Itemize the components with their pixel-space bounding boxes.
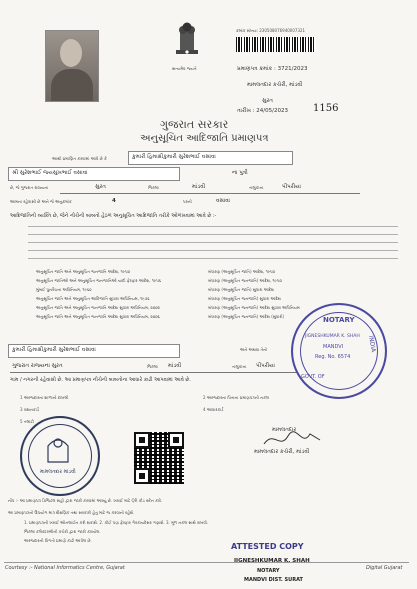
second-taluka-label: તાલુકાના xyxy=(232,364,247,369)
serial-value: 4 xyxy=(112,198,116,204)
seal-reg: Reg. No. 6574 xyxy=(315,354,351,360)
footer-courtesy: Courtesy :- National Informatics Centre, Gujarat xyxy=(5,565,125,571)
second-name-box xyxy=(8,344,180,358)
address-district: સુરત xyxy=(95,184,106,190)
caste-value: વસાવા xyxy=(216,198,231,204)
order-left-3: મુંબઈ પુનર્રચના અધિનિયમ, ૧૯૬૦ xyxy=(36,287,92,292)
office-name: મામલતદાર કચેરી, માંડવી xyxy=(247,82,303,88)
attested-place: MANDVI DIST. SURAT xyxy=(244,577,303,583)
order-left-1: અનુસૂચિત જાતિ અને અનુસૂચિત જનજાતિ આદેશ, ૧૯૫૦ xyxy=(36,269,131,274)
second-district-label: જિલ્લા xyxy=(147,364,158,369)
notary-seal xyxy=(291,303,387,399)
order-left-6: અનુસૂચિત જાતિ અને અનુસૂચિત જનજાતિ આદેશ સુધારા અધિનિયમ, ૨૦૦૬ xyxy=(36,314,160,319)
basis-5: 5 તલાટી xyxy=(20,419,34,424)
seal-place: MANDVI xyxy=(323,344,344,350)
barcode xyxy=(236,37,316,52)
order-right-2: બંધારણ (અનુસૂચિત જનજાતિ) આદેશ, ૧૯૫૦ xyxy=(208,278,282,283)
order-right-1: બંધારણ (અનુસૂચિત જાતિ) આદેશ, ૧૯૫૦ xyxy=(208,269,276,274)
applicant-photo xyxy=(45,30,99,102)
verification-qr-code[interactable] xyxy=(134,432,184,484)
order-left-5: અનુસૂચિત જાતિ અને અનુસૂચિત જનજાતિ આદેશ સુધારા અધિનિયમ, ૨૦૦૨ xyxy=(36,305,160,310)
issue-date: તારીખ : 24/05/2023 xyxy=(237,108,288,114)
name-box xyxy=(128,151,293,165)
seal-notary: NOTARY xyxy=(323,316,355,324)
order-right-4: બંધારણ (અનુસૂચિત જનજાતિ) સુધારા આદેશ xyxy=(208,296,281,301)
legal-text-block xyxy=(28,223,398,263)
signature-script: મામલતદાર xyxy=(272,427,297,433)
order-right-6: બંધારણ (અનુસૂચિત જનજાતિ) આદેશ (સુધારો) xyxy=(208,314,285,319)
taluka-value: માંડવી xyxy=(192,184,206,190)
seal-country: INDIA xyxy=(366,335,377,353)
order-left-2: અનુસૂચિત જાતિઓ અને અનુસૂચિત જનજાતિઓ યાદી ફેરફાર આદેશ, ૧૯૫૬ xyxy=(36,278,162,283)
footer-digital-gujarat: Digital Gujarat xyxy=(366,565,403,571)
note-line2: આ પ્રમાણપત્રનો ઉપયોગ માત્ર શૈક્ષણિક તથા સરકારી હેતુ માટે જ કરવાનો રહેશે. xyxy=(8,510,135,515)
order-left-4: અનુસૂચિત જાતિ અને અનુસૂચિત આદિજાતિ સુધારા અધિનિયમ, ૧૯૭૬ xyxy=(36,296,150,301)
title-line1: ગુજરાત સરકાર xyxy=(160,118,229,131)
order-right-5: બંધારણ (અનુસૂચિત જનજાતિ) આદેશ સુધારા અધિનિયમ xyxy=(208,305,300,310)
caste-label: પરની xyxy=(183,199,192,204)
note-line4: જિલ્લા કલેક્ટરશ્રીની કચેરી દ્વારા જારી કરાયેલ. xyxy=(24,529,101,534)
father-box xyxy=(8,167,180,181)
mamlatdar-seal xyxy=(20,416,100,496)
tribe-line: આદિજાતિની વ્યક્તિ છે, જેને નીચેની બાબતો હેઠળ અનુસૂચિત આદિજાતિ તરીકે ઓળખવામાં આવે છે :- xyxy=(10,213,217,219)
taluka-label: તાલુકાના xyxy=(249,185,264,190)
basis-1: 1 અરજદારના શાળાનો દાખલો xyxy=(20,395,69,400)
seal-bottom: GOVT. OF xyxy=(301,374,325,380)
certificate-number: ક્રમાંક સંખ્યા: 230508076940007321 xyxy=(236,28,306,33)
father-name: શ્રી સુરેશભાઈ જયસુખભાઈ વસાવા xyxy=(12,170,88,176)
second-state: ગુજરાત રાજ્યના સુરત xyxy=(12,363,63,369)
second-village: પીપરીયા xyxy=(256,363,275,369)
second-district: માંડવી xyxy=(168,363,182,369)
basis-3: 3 રાશનકાર્ડ xyxy=(20,407,39,412)
second-name: કુમારી હિમાક્ષીકુમારી સુરેશભાઈ વસાવા xyxy=(12,347,96,353)
seal-name: JIGNESHKUMAR K. SHAH xyxy=(305,334,360,339)
district-name: સુરત xyxy=(262,98,273,104)
basis-4: 4 આધારકાર્ડ xyxy=(203,407,224,412)
order-right-3: બંધારણ (અનુસૂચિત જાતિ) સુધારા આદેશ xyxy=(208,287,275,292)
applicant-name: કુમારી હિમાક્ષીકુમારી સુરેશભાઈ વસાવા xyxy=(132,154,216,160)
basis-2: 2 અરજદારના પિતાના પ્રમાણપત્રની નકલ xyxy=(203,395,269,400)
district-label: જિલ્લા xyxy=(148,185,159,190)
relation-word: ના પુત્રી xyxy=(232,170,248,176)
address-line: છે, જે ગુજરાત રાજ્યના xyxy=(10,185,49,190)
community-line: આમના રહેવાસી છે અને જે અનુક્રમાંક xyxy=(10,199,72,204)
handwritten-number: 1156 xyxy=(313,103,339,114)
left-seal-text: મામલતદાર માંડવી xyxy=(40,469,76,475)
attested-title: NOTARY xyxy=(257,568,280,574)
village-value: પીપરીયા xyxy=(282,184,301,190)
note-line3: 1. પ્રમાણપત્રની ખરાઈ ઓનલાઈન કરી શકાશે. 2. કોઈ પણ ફેરફાર ગેરકાયદેસર ગણાશે. 3. મૂળ નકલ સાથે રાખવી. xyxy=(24,520,209,525)
title-line2: અનુસૂચિત આદિજાતિ પ્રમાણપત્ર xyxy=(140,133,269,144)
attested-name: JIGNESHKUMAR K. SHAH xyxy=(234,558,310,564)
signatory-title: મામલતદાર કચેરી, માંડવી xyxy=(254,449,310,455)
attested-copy: ATTESTED COPY xyxy=(231,542,304,551)
intro-text: આથી પ્રમાણિત કરવામાં આવે છે કે xyxy=(52,156,107,161)
village-line: ગામ / નગરની રહેવાસી છે. આ પ્રમાણપત્ર નીચેની બાબતોના આધારે કાઢી આપવામાં આવે છે. xyxy=(10,377,191,383)
cert-no: પ્રમાણપત્ર ક્રમાંક : 3721/2023 xyxy=(237,66,308,72)
note-line5: અરજદારની વિગતો પ્રમાણે કાઢી આપેલ છે. xyxy=(24,538,92,543)
note-line1: નોંધ :- આ પ્રમાણપત્ર ડિજિટલ સહી દ્વારા જારી કરવામાં આવ્યું છે. ખરાઈ માટે QR કોડ સ્કેન કરો. xyxy=(8,498,163,503)
national-emblem-icon xyxy=(170,20,204,64)
residence-text: અને અથવા તેનો xyxy=(240,347,268,352)
emblem-caption: સત્યમેવ જયતે xyxy=(172,66,197,71)
